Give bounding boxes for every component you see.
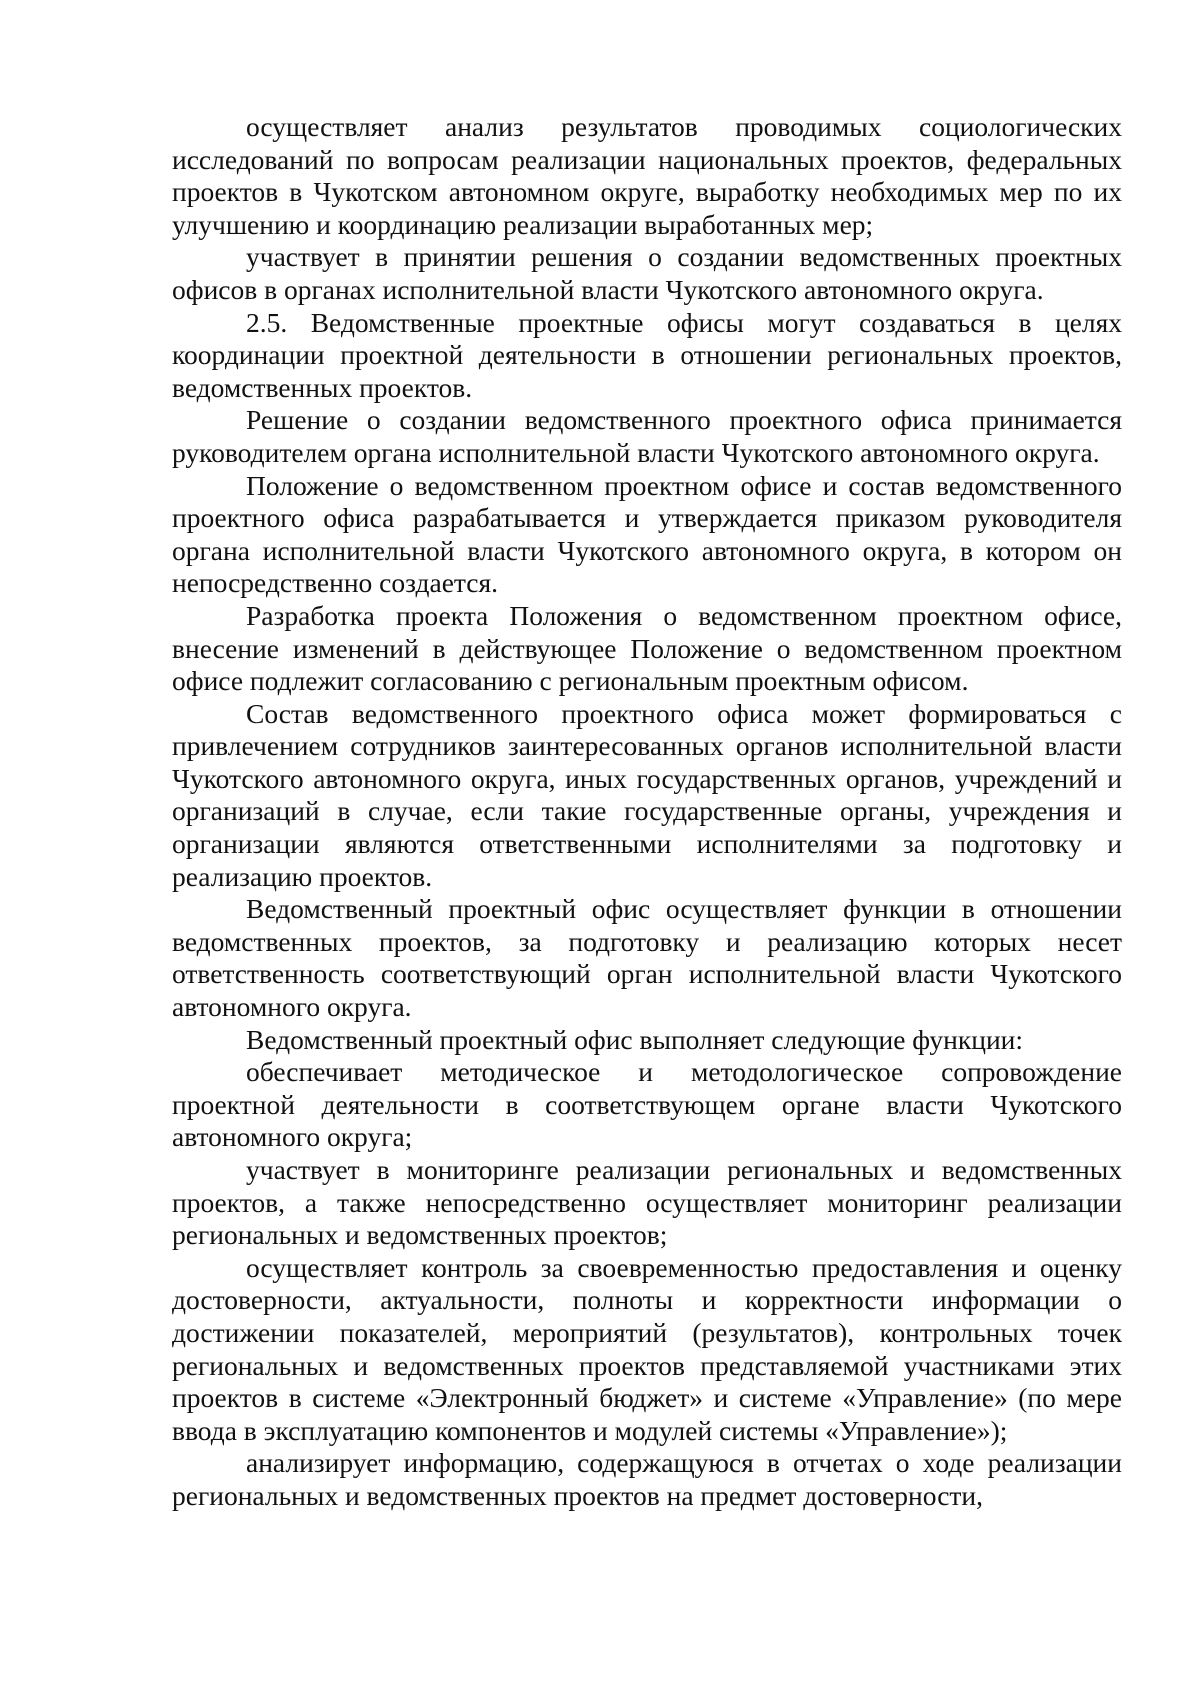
- paragraph-function-control: осуществляет контроль за своевременностью предоставления и оценку достоверности, актуальности, полноты и корректности информации о достижении показателей, мероприятий (результатов), контрольных точек региональных и ведомственных проектов представляемой участниками этих проектов в системе «Электронный бюджет» и системе «Управление» (по мере ввода в эксплуатацию компонентов и модулей системы «Управление»);: [172, 1251, 1122, 1446]
- paragraph-function-methodical-support: обеспечивает методическое и методологическое сопровождение проектной деятельности в соответствующем органе власти Чукотского автономного округа;: [172, 1056, 1122, 1153]
- paragraph-regulation-approval: Разработка проекта Положения о ведомственном проектном офисе, внесение изменений в действующее Положение о ведомственном проектном офисе подлежит согласованию с региональным проектным офисом.: [172, 599, 1122, 697]
- document-page: [172, 111, 1122, 1513]
- paragraph-function-monitoring: участвует в мониторинге реализации региональных и ведомственных проектов, а также непосредственно осуществляет мониторинг реализации региональных и ведомственных проектов;: [172, 1154, 1122, 1251]
- paragraph-office-functions-scope: Ведомственный проектный офис осуществляет функции в отношении ведомственных проектов, за подготовку и реализацию которых несет ответственность соответствующий орган исполнительной власти Чукотского автономного округа.: [172, 893, 1122, 1023]
- paragraph-office-composition: Состав ведомственного проектного офиса может формироваться с привлечением сотрудников заинтересованных органов исполнительной власти Чукотского автономного округа, иных государственных органов, учреждений и организаций в случае, если такие государственные органы, учреждения и организации являются ответственными исполнителями за подготовку и реализацию проектов.: [172, 697, 1122, 892]
- paragraph-2-5-departmental-offices: 2.5. Ведомственные проектные офисы могут создаваться в целях координации проектной деятельности в отношении региональных проектов, ведомственных проектов.: [172, 306, 1122, 403]
- paragraph-function-analysis: анализирует информацию, содержащуюся в отчетах о ходе реализации региональных и ведомственных проектов на предмет достоверности,: [172, 1447, 1122, 1511]
- paragraph-creation-decision: Решение о создании ведомственного проектного офиса принимается руководителем органа исполнительной власти Чукотского автономного округа.: [172, 404, 1122, 468]
- paragraph-social-research-analysis: осуществляет анализ результатов проводимых социологических исследований по вопросам реализации национальных проектов, федеральных проектов в Чукотском автономном округе, выработку необходимых мер по их улучшению и координацию реализации выработанных мер;: [172, 111, 1122, 240]
- paragraph-regulation-and-staff: Положение о ведомственном проектном офисе и состав ведомственного проектного офиса разрабатывается и утверждается приказом руководителя органа исполнительной власти Чукотского автономного округа, в котором он непосредственно создается.: [172, 469, 1122, 599]
- paragraph-functions-intro: Ведомственный проектный офис выполняет следующие функции:: [246, 1023, 1024, 1055]
- paragraph-decision-participation: участвует в принятии решения о создании ведомственных проектных офисов в органах исполнительной власти Чукотского автономного округа.: [172, 241, 1122, 305]
